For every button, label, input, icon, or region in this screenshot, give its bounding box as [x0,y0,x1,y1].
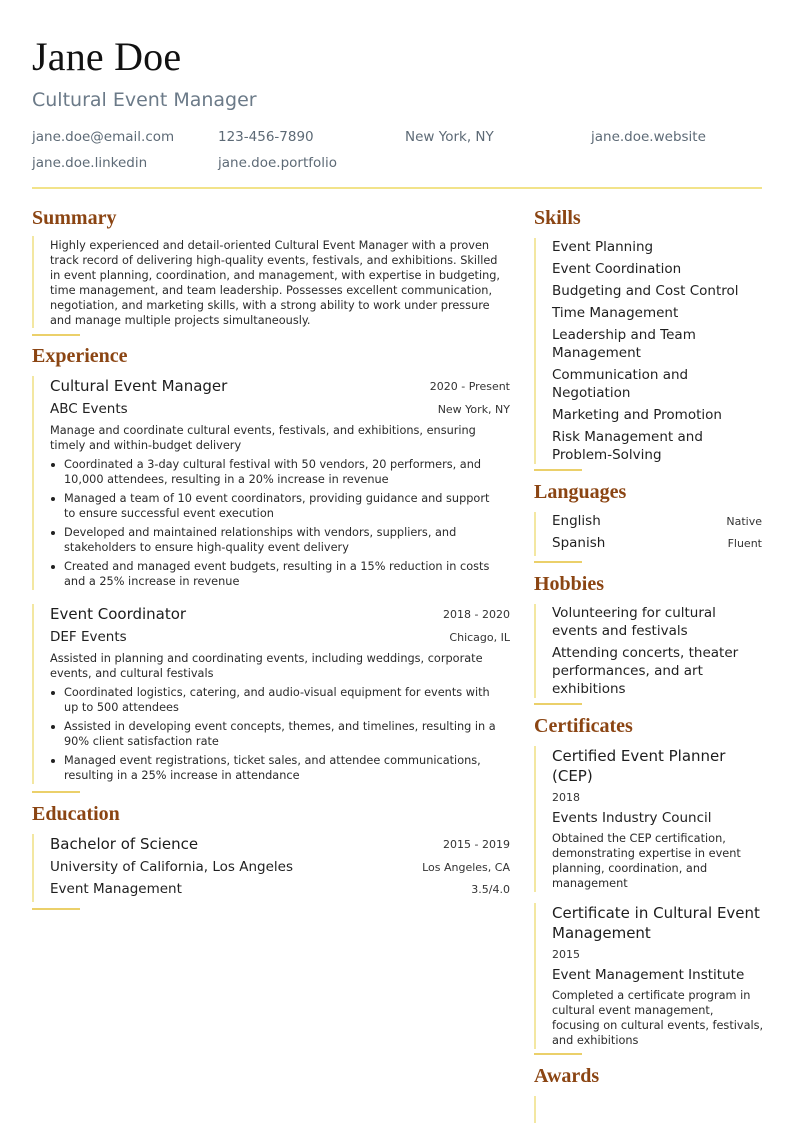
job-title: Event Coordinator [50,605,187,623]
hobby-item: Attending concerts, theater performances, and art exhibitions [552,645,739,697]
certificate-year: 2018 [552,791,580,804]
hobbies-block-bar [534,604,536,698]
job-company: ABC Events [50,401,128,417]
job-bullet: Coordinated a 3-day cultural festival with 50 vendors, 20 performers, and 10,000 attendees, resulting in a 20% increase in revenue [50,457,498,487]
skill-item: Time Management [552,305,679,321]
education-school: University of California, Los Angeles [50,859,294,875]
certificate-name: Certificate in Cultural Event Management [552,904,760,942]
language-name: Spanish [552,535,606,551]
job-bullets [50,457,498,593]
education-location: Los Angeles, CA [422,861,510,874]
languages-heading: Languages [534,481,627,503]
languages-block-bar [534,512,536,556]
education-dates: 2015 - 2019 [443,838,510,851]
candidate-name: Jane Doe [32,34,182,79]
hobbies-heading: Hobbies [534,573,605,595]
skill-item: Risk Management and Problem-Solving [552,429,703,463]
job-bullet: Developed and maintained relationships with vendors, suppliers, and stakeholders to ensure high-quality event delivery [50,525,498,555]
contact-portfolio[interactable]: jane.doe.portfolio [218,155,338,171]
education-block-bar [32,834,34,902]
certificate-issuer: Event Management Institute [552,967,745,983]
skill-item: Leadership and Team Management [552,327,696,361]
job-company: DEF Events [50,629,127,645]
job-bullet: Assisted in developing event concepts, themes, and timelines, resulting in a 90% client satisfaction rate [50,719,498,749]
job-dates: 2020 - Present [429,380,510,393]
contact-phone[interactable]: 123-456-7890 [218,129,314,145]
job-location: New York, NY [437,403,510,416]
summary-heading: Summary [32,207,117,229]
job-bullet: Coordinated logistics, catering, and audio-visual equipment for events with up to 500 attendees [50,685,498,715]
contact-website[interactable]: jane.doe.website [591,129,706,145]
experience-underline [32,791,80,793]
certificate-block-bar [534,903,536,1049]
languages-underline [534,561,582,563]
contact-linkedin[interactable]: jane.doe.linkedin [32,155,148,171]
education-heading: Education [32,803,120,825]
education-underline [32,908,80,910]
certificate-year: 2015 [552,948,580,961]
skill-item: Communication and Negotiation [552,367,689,401]
job-description: Assisted in planning and coordinating events, including weddings, corporate events, and cultural festivals [50,652,483,680]
header-divider [32,187,762,189]
experience-heading: Experience [32,345,128,367]
job-title: Cultural Event Manager [50,377,228,395]
skill-item: Marketing and Promotion [552,407,722,423]
contact-email[interactable]: jane.doe@email.com [32,129,175,145]
certificate-issuer: Events Industry Council [552,810,712,826]
awards-heading: Awards [534,1065,600,1087]
summary-block-bar [32,236,34,328]
certificates-heading: Certificates [534,715,633,737]
language-name: English [552,513,601,529]
job-description: Manage and coordinate cultural events, festivals, and exhibitions, ensuring timely and within-budget delivery [50,424,476,452]
education-gpa: 3.5/4.0 [471,883,510,896]
job-bullet: Created and managed event budgets, resulting in a 15% reduction in costs and a 25% increase in revenue [50,559,498,589]
job-location: Chicago, IL [449,631,510,644]
certificate-description: Obtained the CEP certification, demonstrating expertise in event planning, coordination, and management [552,832,741,890]
skills-heading: Skills [534,207,581,229]
job-bullet: Managed event registrations, ticket sales, and attendee communications, resulting in a 25% increase in attendance [50,753,498,783]
certificates-underline [534,1053,582,1055]
skills-underline [534,469,582,471]
job-block-bar [32,604,34,784]
candidate-title: Cultural Event Manager [32,89,257,111]
hobby-item: Volunteering for cultural events and festivals [552,605,716,639]
education-field: Event Management [50,881,182,897]
education-degree: Bachelor of Science [50,835,199,853]
hobbies-underline [534,703,582,705]
contact-location: New York, NY [405,129,494,145]
language-level: Fluent [727,537,762,550]
summary-underline [32,334,80,336]
job-dates: 2018 - 2020 [443,608,510,621]
language-level: Native [726,515,762,528]
summary-text: Highly experienced and detail-oriented Cultural Event Manager with a proven track record of delivering high-quality events, festivals, and exhibitions. Skilled in event planning, coordination, and management, with expertise in budgeting, time management, and team leadership. Possesses excellent communication, negotiation, and marketing skills, with a strong ability to work under pressure and manage multiple projects simultaneously. [50,239,501,327]
skill-item: Budgeting and Cost Control [552,283,739,299]
certificate-description: Completed a certificate program in cultural event management, focusing on cultural events, festivals, and exhibitions [552,989,764,1047]
skills-block-bar [534,238,536,464]
awards-block-bar [534,1096,536,1123]
job-bullet: Managed a team of 10 event coordinators, providing guidance and support to ensure successful event execution [50,491,498,521]
certificate-block-bar [534,746,536,892]
job-block-bar [32,376,34,590]
skill-item: Event Coordination [552,261,682,277]
skill-item: Event Planning [552,239,654,255]
certificate-name: Certified Event Planner (CEP) [552,747,726,785]
job-bullets [50,685,498,787]
